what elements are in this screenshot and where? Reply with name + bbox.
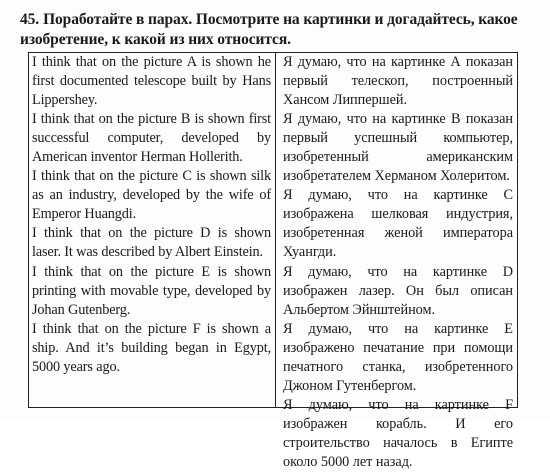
exercise-heading [20,10,540,50]
english-entry-e: I think that on the picture E is shown printing with movable type, developed by Johan Gutenberg. [32,263,271,318]
exercise-instruction: Поработайте в парах. Посмотрите на картинки и догадайтесь, какое изобретение, к какой из них относится. [20,11,518,48]
english-entry-d: I think that on the picture D is shown laser. It was described by Albert Einstein. [32,225,271,261]
russian-entry-f: Я думаю, что на картинке F изображен корабль. И его строительство началось в Египте около 5000 лет назад. [283,396,513,470]
russian-column [276,53,517,470]
russian-entry-d: Я думаю, что на картинке D изображен лазер. Он был описан Альбертом Эйнштейном. [283,263,513,318]
english-entry-c: I think that on the picture C is shown silk as an industry, developed by the wife of Emperor Huangdi. [32,168,271,223]
english-column [29,53,276,407]
russian-entry-b: Я думаю, что на картинке В показан первый успешный компьютер, изобретенный американским изобретателем Херманом Холеритом. [283,111,513,185]
russian-entry-c: Я думаю, что на картинке С изображена шелковая индустрия, изобретенная женой императора Хуангди. [283,187,513,261]
english-entry-b: I think that on the picture B is shown first successful computer, developed by American inventor Herman Hollerith. [32,111,271,166]
russian-entry-a: Я думаю, что на картинке А показан первый телескоп, построенный Хансом Липпершей. [283,54,513,109]
english-entry-f: I think that on the picture F is shown a ship. And it’s building began in Egypt, 5000 years ago. [32,320,271,375]
translation-table [28,52,518,470]
english-entry-a: I think that on the picture A is shown he first documented telescope built by Hans Lippershey. [32,54,271,109]
exercise-number: 45. [20,11,40,28]
russian-entry-e: Я думаю, что на картинке Е изображено печатание при помощи печатного станка, изобретенного Джоном Гутенбергом. [283,320,513,394]
